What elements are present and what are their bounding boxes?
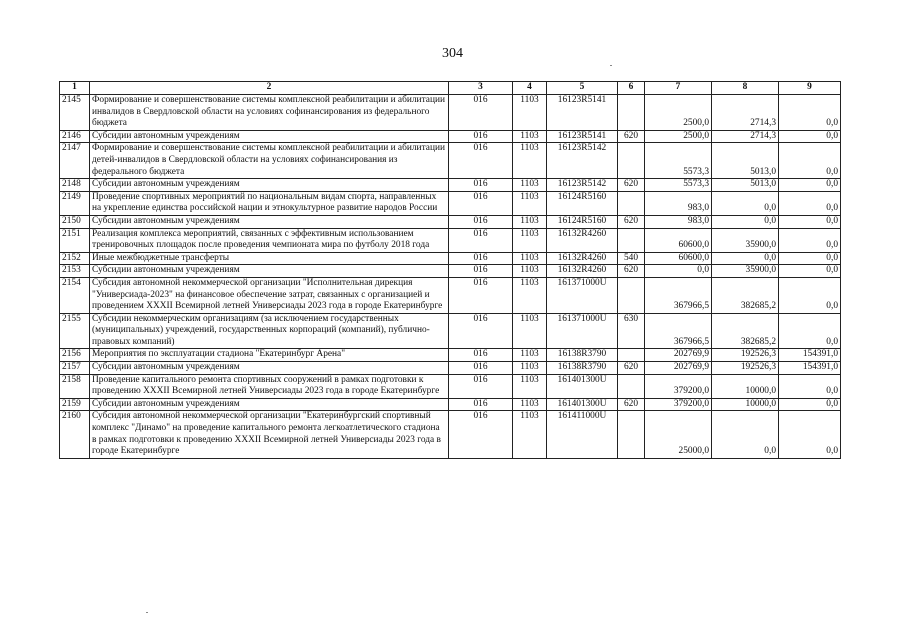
row-name: Проведение капитального ремонта спортивных сооружений в рамках подготовки к проведению XXXII Всемирной летней Универсиады 2023 года в городе Екатеринбурге (90, 374, 449, 398)
expense-type-code: 620 (618, 215, 645, 228)
ministry-code: 016 (449, 265, 513, 278)
row-number: 2150 (60, 215, 90, 228)
target-article-code: 16138R3790 (547, 349, 618, 362)
section-code: 1103 (513, 349, 547, 362)
amount-col-8: 192526,3 (712, 349, 779, 362)
table-row (60, 349, 841, 362)
ministry-code: 016 (449, 252, 513, 265)
ministry-code: 016 (449, 191, 513, 215)
column-header-1: 1 (60, 82, 90, 95)
row-number: 2148 (60, 179, 90, 192)
column-header-7: 7 (645, 82, 712, 95)
amount-col-9: 0,0 (779, 130, 841, 143)
section-code: 1103 (513, 362, 547, 375)
table-row (60, 362, 841, 375)
amount-col-7: 2500,0 (645, 95, 712, 131)
expense-type-code: 540 (618, 252, 645, 265)
amount-col-9: 0,0 (779, 411, 841, 458)
amount-col-7: 983,0 (645, 191, 712, 215)
table-row (60, 398, 841, 411)
table-row (60, 252, 841, 265)
expense-type-code (618, 349, 645, 362)
section-code: 1103 (513, 95, 547, 131)
table-row (60, 277, 841, 313)
amount-col-8: 382685,2 (712, 277, 779, 313)
ministry-code: 016 (449, 95, 513, 131)
row-number: 2145 (60, 95, 90, 131)
row-name: Проведение спортивных мероприятий по национальным видам спорта, направленных на укрепление единства российской нации и этнокультурное развитие народов России (90, 191, 449, 215)
amount-col-8: 5013,0 (712, 143, 779, 179)
section-code: 1103 (513, 228, 547, 252)
ministry-code: 016 (449, 398, 513, 411)
amount-col-9: 0,0 (779, 143, 841, 179)
target-article-code: 161411000U (547, 411, 618, 458)
target-article-code: 161371000U (547, 313, 618, 349)
section-code: 1103 (513, 411, 547, 458)
expense-type-code: 620 (618, 130, 645, 143)
amount-col-7: 202769,9 (645, 362, 712, 375)
amount-col-7: 379200,0 (645, 374, 712, 398)
column-header-3: 3 (449, 82, 513, 95)
row-name: Субсидии автономным учреждениям (90, 362, 449, 375)
amount-col-9: 0,0 (779, 265, 841, 278)
table-row (60, 313, 841, 349)
section-code: 1103 (513, 313, 547, 349)
row-number: 2160 (60, 411, 90, 458)
table-row (60, 265, 841, 278)
section-code: 1103 (513, 252, 547, 265)
amount-col-8: 192526,3 (712, 362, 779, 375)
amount-col-7: 5573,3 (645, 179, 712, 192)
amount-col-9: 0,0 (779, 95, 841, 131)
amount-col-9: 0,0 (779, 398, 841, 411)
amount-col-9: 154391,0 (779, 349, 841, 362)
amount-col-9: 0,0 (779, 277, 841, 313)
row-name: Субсидия автономной некоммерческой организации "Исполнительная дирекция "Универсиада-2023" на финансовое обеспечение затрат, связанных с организацией и проведением XXXII Всемирной летней Универсиады 2023 года в городе Екатеринбурге (90, 277, 449, 313)
ministry-code: 016 (449, 362, 513, 375)
amount-col-8: 0,0 (712, 191, 779, 215)
ministry-code: 016 (449, 411, 513, 458)
row-name: Формирование и совершенствование системы комплексной реабилитации и абилитации инвалидов в Свердловской области на условиях софинансирования из федерального бюджета (90, 95, 449, 131)
expense-type-code: 630 (618, 313, 645, 349)
amount-col-9: 0,0 (779, 252, 841, 265)
amount-col-9: 0,0 (779, 313, 841, 349)
row-number: 2147 (60, 143, 90, 179)
table-row (60, 179, 841, 192)
amount-col-8: 0,0 (712, 215, 779, 228)
section-code: 1103 (513, 143, 547, 179)
row-number: 2146 (60, 130, 90, 143)
expense-type-code: 620 (618, 265, 645, 278)
target-article-code: 16132R4260 (547, 228, 618, 252)
expense-type-code (618, 95, 645, 131)
amount-col-7: 379200,0 (645, 398, 712, 411)
column-header-2: 2 (90, 82, 449, 95)
row-name: Субсидии некоммерческим организациям (за исключением государственных (муниципальных) учреждений, государственных корпораций (компаний), публично-правовых компаний) (90, 313, 449, 349)
ministry-code: 016 (449, 349, 513, 362)
section-code: 1103 (513, 191, 547, 215)
amount-col-7: 25000,0 (645, 411, 712, 458)
target-article-code: 16123R5142 (547, 179, 618, 192)
amount-col-8: 0,0 (712, 411, 779, 458)
column-header-8: 8 (712, 82, 779, 95)
ministry-code: 016 (449, 313, 513, 349)
target-article-code: 16132R4260 (547, 265, 618, 278)
section-code: 1103 (513, 277, 547, 313)
target-article-code: 16124R5160 (547, 215, 618, 228)
target-article-code: 161371000U (547, 277, 618, 313)
row-number: 2157 (60, 362, 90, 375)
row-number: 2159 (60, 398, 90, 411)
target-article-code: 16124R5160 (547, 191, 618, 215)
target-article-code: 16138R3790 (547, 362, 618, 375)
ministry-code: 016 (449, 374, 513, 398)
amount-col-7: 2500,0 (645, 130, 712, 143)
expense-type-code (618, 411, 645, 458)
table-row (60, 374, 841, 398)
ministry-code: 016 (449, 228, 513, 252)
amount-col-8: 0,0 (712, 252, 779, 265)
section-code: 1103 (513, 398, 547, 411)
amount-col-7: 60600,0 (645, 252, 712, 265)
target-article-code: 16123R5142 (547, 143, 618, 179)
amount-col-7: 0,0 (645, 265, 712, 278)
amount-col-8: 35900,0 (712, 228, 779, 252)
row-number: 2152 (60, 252, 90, 265)
amount-col-9: 0,0 (779, 215, 841, 228)
target-article-code: 161401300U (547, 374, 618, 398)
amount-col-8: 35900,0 (712, 265, 779, 278)
header-row (60, 82, 841, 95)
row-name: Субсидии автономным учреждениям (90, 179, 449, 192)
target-article-code: 16123R5141 (547, 95, 618, 131)
row-number: 2155 (60, 313, 90, 349)
row-name: Субсидии автономным учреждениям (90, 265, 449, 278)
row-name: Субсидия автономной некоммерческой организации "Екатеринбургский спортивный комплекс "Динамо" на проведение капитального ремонта легкоатлетического стадиона в рамках подготовки к проведению XXXII Всемирной летней Универсиады 2023 года в городе Екатеринбурге (90, 411, 449, 458)
expense-type-code (618, 191, 645, 215)
ministry-code: 016 (449, 215, 513, 228)
section-code: 1103 (513, 265, 547, 278)
row-number: 2153 (60, 265, 90, 278)
amount-col-7: 5573,3 (645, 143, 712, 179)
amount-col-7: 202769,9 (645, 349, 712, 362)
section-code: 1103 (513, 179, 547, 192)
table-row (60, 191, 841, 215)
row-name: Реализация комплекса мероприятий, связанных с эффективным использованием тренировочных площадок после проведения чемпионата мира по футболу 2018 года (90, 228, 449, 252)
amount-col-8: 10000,0 (712, 374, 779, 398)
amount-col-9: 0,0 (779, 179, 841, 192)
amount-col-7: 983,0 (645, 215, 712, 228)
ministry-code: 016 (449, 277, 513, 313)
amount-col-8: 5013,0 (712, 179, 779, 192)
row-name: Формирование и совершенствование системы комплексной реабилитации и абилитации детей-инвалидов в Свердловской области на условиях софинансирования из федерального бюджета (90, 143, 449, 179)
row-number: 2154 (60, 277, 90, 313)
column-header-4: 4 (513, 82, 547, 95)
table-row (60, 228, 841, 252)
expense-type-code: 620 (618, 362, 645, 375)
row-number: 2151 (60, 228, 90, 252)
amount-col-8: 10000,0 (712, 398, 779, 411)
amount-col-9: 0,0 (779, 374, 841, 398)
ministry-code: 016 (449, 130, 513, 143)
column-header-9: 9 (779, 82, 841, 95)
amount-col-7: 367966,5 (645, 313, 712, 349)
amount-col-8: 382685,2 (712, 313, 779, 349)
target-article-code: 161401300U (547, 398, 618, 411)
amount-col-8: 2714,3 (712, 130, 779, 143)
table-row (60, 95, 841, 131)
table-row (60, 215, 841, 228)
amount-col-9: 0,0 (779, 228, 841, 252)
table-row (60, 130, 841, 143)
row-number: 2149 (60, 191, 90, 215)
row-name: Мероприятия по эксплуатации стадиона "Екатеринбург Арена" (90, 349, 449, 362)
section-code: 1103 (513, 374, 547, 398)
expense-type-code (618, 374, 645, 398)
amount-col-9: 0,0 (779, 191, 841, 215)
expense-type-code (618, 228, 645, 252)
expense-type-code: 620 (618, 398, 645, 411)
expense-type-code: 620 (618, 179, 645, 192)
amount-col-8: 2714,3 (712, 95, 779, 131)
ministry-code: 016 (449, 143, 513, 179)
amount-col-7: 60600,0 (645, 228, 712, 252)
scan-speck (610, 65, 612, 66)
row-name: Иные межбюджетные трансферты (90, 252, 449, 265)
amount-col-9: 154391,0 (779, 362, 841, 375)
target-article-code: 16123R5141 (547, 130, 618, 143)
table-row (60, 143, 841, 179)
section-code: 1103 (513, 130, 547, 143)
row-number: 2156 (60, 349, 90, 362)
row-name: Субсидии автономным учреждениям (90, 215, 449, 228)
section-code: 1103 (513, 215, 547, 228)
table-body (60, 95, 841, 459)
expense-type-code (618, 277, 645, 313)
row-name: Субсидии автономным учреждениям (90, 398, 449, 411)
target-article-code: 16132R4260 (547, 252, 618, 265)
column-header-6: 6 (618, 82, 645, 95)
table-row (60, 411, 841, 458)
amount-col-7: 367966,5 (645, 277, 712, 313)
column-header-5: 5 (547, 82, 618, 95)
ministry-code: 016 (449, 179, 513, 192)
budget-table (59, 81, 841, 459)
scan-speck (146, 612, 148, 613)
row-name: Субсидии автономным учреждениям (90, 130, 449, 143)
expense-type-code (618, 143, 645, 179)
page-number: 304 (442, 46, 463, 61)
row-number: 2158 (60, 374, 90, 398)
